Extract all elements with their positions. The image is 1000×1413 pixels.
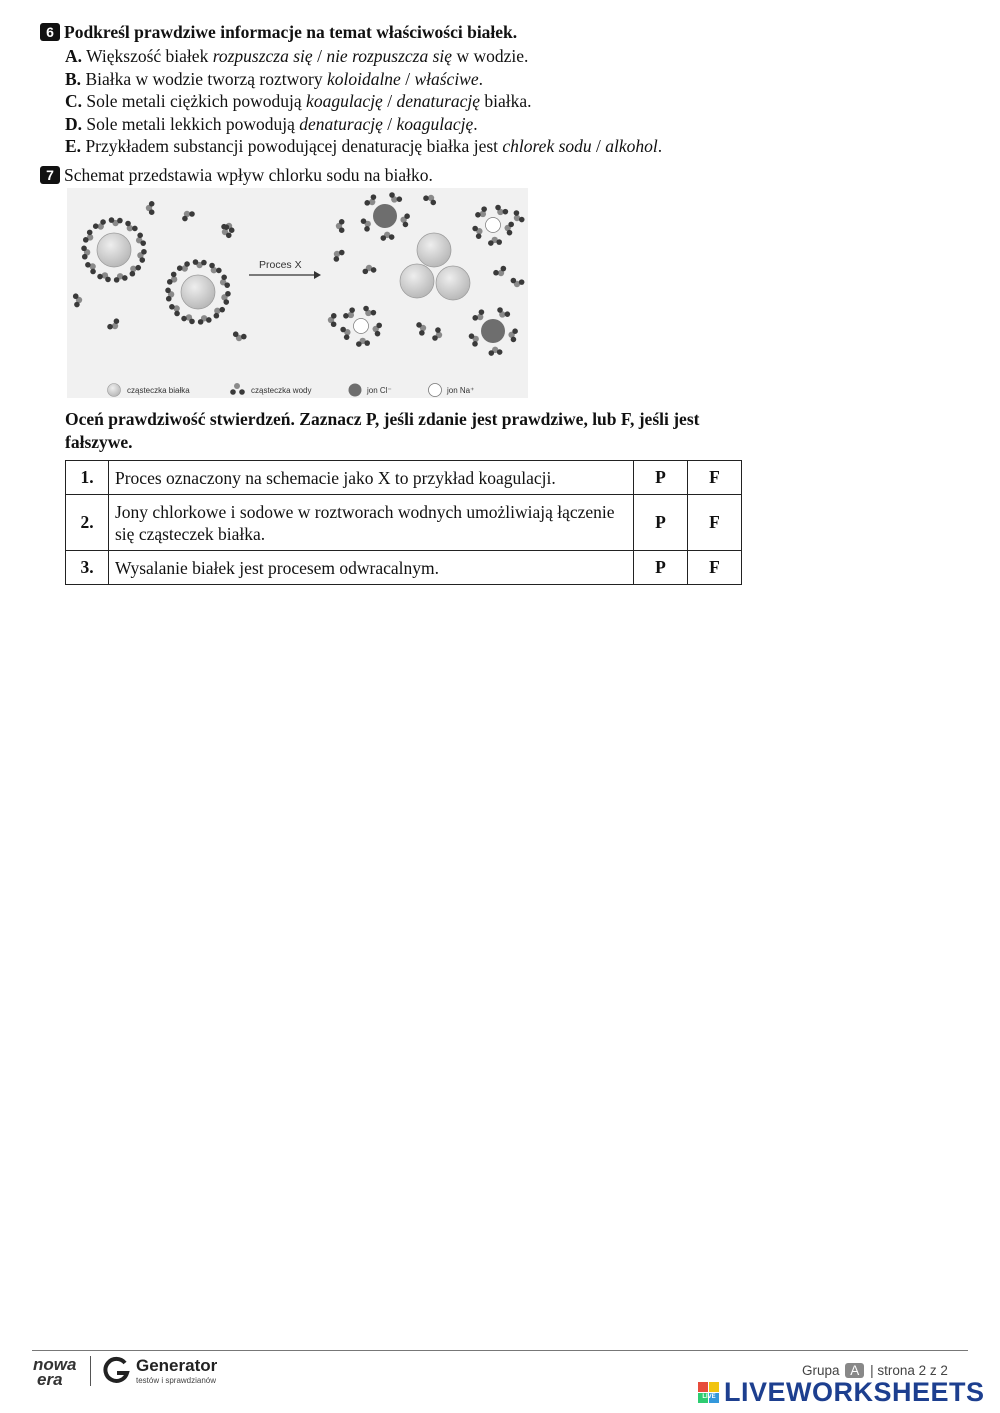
water-hydrogen: [149, 201, 155, 207]
water-hydrogen: [93, 223, 99, 229]
answer-f-3[interactable]: F: [688, 551, 742, 585]
q6-item-b: B. Białka w wodzie tworzą roztwory koloidalne / właściwe.: [65, 68, 483, 89]
water-hydrogen: [340, 327, 346, 333]
water-hydrogen: [488, 350, 494, 356]
water-hydrogen: [85, 262, 91, 268]
water-hydrogen: [356, 341, 362, 347]
legend-sodium-label: jon Na⁺: [447, 386, 475, 395]
answer-p-2[interactable]: P: [634, 495, 688, 551]
water-hydrogen: [472, 226, 478, 232]
water-hydrogen: [100, 219, 106, 225]
water-hydrogen: [349, 307, 355, 313]
water-hydrogen: [519, 217, 525, 223]
answer-p-1[interactable]: P: [634, 461, 688, 495]
row-number: 2.: [66, 495, 109, 551]
water-hydrogen: [182, 216, 188, 222]
water-hydrogen: [331, 321, 337, 327]
water-hydrogen: [241, 334, 247, 340]
water-hydrogen: [380, 235, 386, 241]
water-hydrogen: [137, 233, 143, 239]
water-hydrogen: [389, 192, 395, 198]
question-6-items: [65, 46, 662, 159]
q6-item-c: C. Sole metali ciężkich powodują koagulację / denaturację białka.: [65, 91, 532, 111]
water-hydrogen: [224, 282, 230, 288]
water-hydrogen: [363, 269, 369, 275]
water-hydrogen: [214, 313, 220, 319]
water-hydrogen: [198, 319, 204, 325]
water-hydrogen: [501, 266, 507, 272]
water-hydrogen: [344, 334, 350, 340]
water-hydrogen: [508, 222, 514, 228]
water-hydrogen: [132, 226, 138, 232]
water-hydrogen: [331, 313, 337, 319]
q6-e-option-1[interactable]: chlorek sodu: [502, 136, 592, 156]
water-hydrogen: [497, 349, 503, 355]
water-hydrogen: [364, 226, 370, 232]
water-hydrogen: [221, 275, 227, 281]
q6-item-a: A. Większość białek rozpuszcza się / nie rozpuszcza się w wodzie.: [65, 46, 529, 66]
group-badge: A: [845, 1363, 864, 1378]
water-hydrogen: [125, 221, 131, 227]
legend-sodium-icon: [429, 384, 442, 397]
water-molecule: [130, 266, 136, 272]
water-hydrogen: [83, 237, 89, 243]
protein-molecule: [436, 266, 470, 300]
protein-molecule: [400, 264, 434, 298]
water-hydrogen: [189, 211, 195, 217]
question-6-number: 6: [40, 23, 60, 41]
water-hydrogen: [149, 209, 155, 215]
water-hydrogen: [476, 233, 482, 239]
water-hydrogen: [105, 277, 111, 283]
water-hydrogen: [229, 227, 235, 233]
answer-f-2[interactable]: F: [688, 495, 742, 551]
q6-e-option-2[interactable]: alkohol: [605, 136, 658, 156]
water-hydrogen: [371, 194, 377, 200]
water-hydrogen: [82, 254, 88, 260]
water-hydrogen: [184, 261, 190, 267]
water-hydrogen: [109, 217, 115, 223]
q6-item-d: D. Sole metali lekkich powodują denaturację / koagulację.: [65, 113, 478, 134]
row-statement: Proces oznaczony na schemacie jako X to przykład koagulacji.: [109, 461, 634, 495]
legend-water-label: cząsteczka wody: [251, 386, 312, 395]
water-hydrogen: [363, 306, 369, 312]
water-hydrogen: [223, 299, 229, 305]
q6-c-option-1[interactable]: koagulację: [306, 91, 383, 111]
water-molecule: [214, 308, 220, 314]
water-hydrogen: [169, 304, 175, 310]
water-hydrogen: [334, 256, 340, 262]
water-hydrogen: [505, 311, 511, 317]
water-hydrogen: [90, 269, 96, 275]
legend-chloride-label: jon Cl⁻: [367, 386, 392, 395]
water-hydrogen: [130, 271, 136, 277]
water-hydrogen: [117, 218, 123, 224]
group-page-info: Grupa A | strona 2 z 2: [802, 1363, 948, 1378]
water-hydrogen: [495, 205, 501, 211]
water-hydrogen: [167, 279, 173, 285]
water-hydrogen: [479, 309, 485, 315]
water-hydrogen: [416, 322, 422, 328]
q6-a-option-2[interactable]: nie rozpuszcza się: [326, 46, 453, 66]
water-hydrogen: [193, 259, 199, 265]
water-hydrogen: [209, 263, 215, 269]
q6-d-option-1[interactable]: denaturację: [299, 113, 383, 134]
water-hydrogen: [511, 337, 517, 343]
chloride-ion: [481, 319, 505, 343]
q6-a-option-1[interactable]: rozpuszcza się: [212, 46, 313, 66]
water-hydrogen: [166, 296, 172, 302]
water-hydrogen: [497, 307, 503, 313]
water-hydrogen: [469, 333, 475, 339]
water-hydrogen: [432, 335, 438, 341]
question-7-number: 7: [40, 166, 60, 184]
water-hydrogen: [435, 327, 441, 333]
water-hydrogen: [397, 196, 403, 202]
table-row: [66, 495, 742, 551]
water-hydrogen: [423, 195, 429, 201]
water-hydrogen: [404, 213, 410, 219]
liveworksheets-logo-icon: [698, 1382, 720, 1404]
water-hydrogen: [339, 219, 345, 225]
question-6-title: 6 Podkreśl prawdziwe informacje na temat właściwości białek.: [40, 22, 517, 43]
question-6: [40, 22, 517, 43]
water-hydrogen: [97, 274, 103, 280]
generator-logo: Generator testów i sprawdzianów: [136, 1356, 218, 1385]
table-row: [66, 461, 742, 495]
water-hydrogen: [364, 340, 370, 346]
water-hydrogen: [139, 257, 145, 263]
q6-d-option-2[interactable]: koagulację: [396, 113, 474, 134]
row-number: 3.: [66, 551, 109, 585]
water-hydrogen: [339, 227, 345, 233]
water-hydrogen: [141, 249, 147, 255]
water-hydrogen: [226, 232, 232, 238]
water-hydrogen: [481, 206, 487, 212]
question-7-title: 7 Schemat przedstawia wpływ chlorku sodu na białko.: [40, 165, 433, 186]
water-hydrogen: [419, 330, 425, 336]
water-hydrogen: [87, 230, 93, 236]
water-hydrogen: [189, 319, 195, 325]
water-hydrogen: [122, 275, 128, 281]
water-hydrogen: [403, 222, 409, 228]
water-hydrogen: [507, 230, 513, 236]
water-hydrogen: [371, 310, 377, 316]
table-row: [66, 551, 742, 585]
row-statement: Wysalanie białek jest procesem odwracalnym.: [109, 551, 634, 585]
water-hydrogen: [224, 224, 230, 230]
water-hydrogen: [81, 246, 87, 252]
water-hydrogen: [339, 250, 345, 256]
water-hydrogen: [171, 272, 177, 278]
water-hydrogen: [364, 200, 370, 206]
water-hydrogen: [206, 317, 212, 323]
water-hydrogen: [496, 239, 502, 245]
water-hydrogen: [107, 324, 113, 330]
salting-out-diagram: [67, 188, 528, 398]
question-7: [40, 165, 433, 186]
water-hydrogen: [361, 218, 367, 224]
water-hydrogen: [135, 265, 141, 271]
chloride-ion: [373, 204, 397, 228]
water-hydrogen: [514, 210, 520, 216]
water-hydrogen: [233, 331, 239, 337]
sodium-ion: [354, 319, 369, 334]
answer-p-3[interactable]: P: [634, 551, 688, 585]
protein-molecule: [97, 233, 131, 267]
legend-chloride-icon: [349, 384, 362, 397]
q6-b-option-2[interactable]: właściwe: [414, 68, 479, 89]
water-hydrogen: [219, 307, 225, 313]
water-hydrogen: [371, 267, 377, 273]
footer-divider: [32, 1350, 968, 1351]
process-x-label: Proces X: [259, 259, 302, 271]
q6-c-option-2[interactable]: denaturację: [396, 91, 481, 111]
water-hydrogen: [165, 288, 171, 294]
water-hydrogen: [488, 240, 494, 246]
water-hydrogen: [389, 234, 395, 240]
water-hydrogen: [114, 277, 120, 283]
question-7-instruction: Oceń prawdziwość stwierdzeń. Zaznacz P, jeśli zdanie jest prawdziwe, lub F, jeśli jest fałszywe.: [65, 409, 700, 452]
row-number: 1.: [66, 461, 109, 495]
water-hydrogen: [475, 212, 481, 218]
row-statement: Jony chlorkowe i sodowe w roztworach wodnych umożliwiają łączenie się cząsteczek białka.: [109, 495, 634, 551]
protein-molecule: [417, 233, 451, 267]
water-hydrogen: [201, 260, 207, 266]
sodium-ion: [486, 218, 501, 233]
water-hydrogen: [174, 311, 180, 317]
water-hydrogen: [73, 293, 79, 299]
legend-protein-label: cząsteczka białka: [127, 386, 190, 395]
water-hydrogen: [343, 313, 349, 319]
water-hydrogen: [74, 302, 80, 308]
water-hydrogen: [511, 278, 517, 284]
water-hydrogen: [376, 323, 382, 329]
water-hydrogen: [472, 315, 478, 321]
logo-separator: [90, 1356, 91, 1386]
protein-molecule: [181, 275, 215, 309]
q6-b-option-1[interactable]: koloidalne: [326, 68, 401, 89]
water-hydrogen: [472, 341, 478, 347]
true-false-table: [65, 460, 742, 585]
answer-f-1[interactable]: F: [688, 461, 742, 495]
water-hydrogen: [375, 331, 381, 337]
water-hydrogen: [114, 318, 120, 324]
water-hydrogen: [430, 200, 436, 206]
liveworksheets-watermark: LIVE LIVEWORKSHEETS: [698, 1377, 985, 1408]
water-hydrogen: [503, 209, 509, 215]
water-hydrogen: [140, 240, 146, 246]
water-hydrogen: [493, 270, 499, 276]
generator-g-icon: [101, 1356, 131, 1386]
water-hydrogen: [512, 328, 518, 334]
q6-item-e: E. Przykładem substancji powodującej denaturację białka jest chlorek sodu / alkohol.: [65, 136, 663, 156]
water-hydrogen: [177, 265, 183, 271]
water-hydrogen: [225, 291, 231, 297]
legend-protein-icon: [108, 384, 121, 397]
water-hydrogen: [216, 268, 222, 274]
water-hydrogen: [181, 316, 187, 322]
water-hydrogen: [519, 279, 525, 285]
svg-text:LIVE: LIVE: [702, 1394, 716, 1400]
nowa-era-logo: nowa era: [33, 1355, 77, 1389]
